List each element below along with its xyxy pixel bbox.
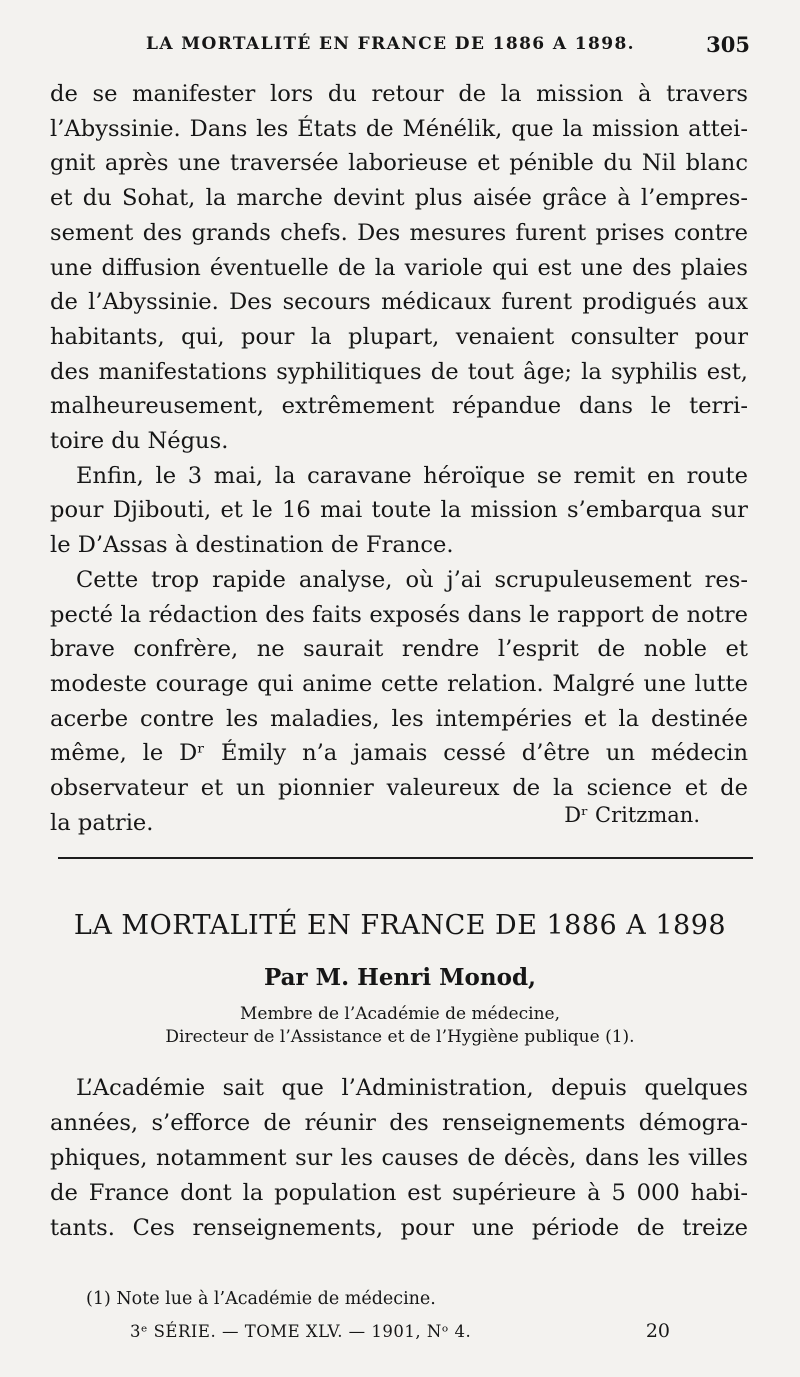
text-line: habitants, qui, pour la plupart, venaient consulter pour	[50, 323, 748, 350]
text-line: pour Djibouti, et le 16 mai toute la mission s’embarqua sur	[50, 497, 748, 524]
text-line: gnit après une traversée laborieuse et pénible du Nil blanc	[50, 150, 748, 177]
text-line: et du Sohat, la marche devint plus aisée grâce à l’empres-	[50, 185, 748, 212]
footnote: (1) Note lue à l’Académie de médecine.	[86, 1289, 436, 1309]
text-line: de se manifester lors du retour de la mission à travers	[50, 81, 748, 107]
page-number: 305	[706, 32, 750, 57]
text-line: une diffusion éventuelle de la variole qui est une des plaies	[50, 254, 748, 281]
text-line: brave confrère, ne saurait rendre l’esprit de noble et	[50, 636, 748, 663]
text-line: L’Académie sait que l’Administration, depuis quelques	[76, 1075, 748, 1101]
author-affiliation: Directeur de l’Assistance et de l’Hygiène publique (1).	[165, 1027, 635, 1047]
text-line: années, s’efforce de réunir des renseignements démogra-	[50, 1110, 748, 1136]
series-info: 3ᵉ SÉRIE. — TOME XLV. — 1901, Nᵒ 4.	[130, 1322, 472, 1341]
text-line: toire du Négus.	[50, 428, 229, 454]
text-line: de France dont la population est supérieure à 5 000 habi-	[50, 1180, 748, 1206]
author-signature: Dʳ Critzman.	[564, 803, 700, 827]
signature-mark: 20	[645, 1320, 670, 1342]
page-footer	[130, 1320, 670, 1346]
running-head-title: LA MORTALITÉ EN FRANCE DE 1886 A 1898.	[146, 34, 635, 54]
text-line: l’Abyssinie. Dans les États de Ménélik, que la mission attei-	[50, 115, 748, 142]
author-affiliation: Membre de l’Académie de médecine,	[240, 1004, 560, 1024]
text-line: phiques, notamment sur les causes de décès, dans les villes	[50, 1145, 748, 1171]
article-byline: Par M. Henri Monod,	[263, 964, 537, 991]
text-line: des manifestations syphilitiques de tout âge; la syphilis est,	[50, 358, 748, 385]
text-line: pecté la rédaction des faits exposés dans le rapport de notre	[50, 601, 748, 628]
article-title: LA MORTALITÉ EN FRANCE DE 1886 A 1898	[73, 910, 727, 941]
text-line: acerbe contre les maladies, les intempéries et la destinée	[50, 705, 748, 732]
text-line: Cette trop rapide analyse, où j’ai scrupuleusement res-	[76, 566, 748, 593]
text-line: Enfin, le 3 mai, la caravane héroïque se remit en route	[76, 462, 748, 489]
text-line: la patrie.	[50, 809, 154, 836]
running-head	[50, 32, 750, 62]
text-line: tants. Ces renseignements, pour une période de treize	[50, 1215, 748, 1241]
text-line: malheureusement, extrêmement répandue dans le terri-	[50, 393, 748, 420]
text-line: le D’Assas à destination de France.	[50, 532, 454, 559]
text-line: observateur et un pionnier valeureux de la science et de	[50, 775, 748, 801]
text-line: sement des grands chefs. Des mesures furent prises contre	[50, 219, 748, 246]
text-line: de l’Abyssinie. Des secours médicaux furent prodigués aux	[50, 289, 748, 316]
section-divider	[58, 857, 753, 859]
text-line: modeste courage qui anime cette relation. Malgré une lutte	[50, 670, 748, 697]
text-line: même, le Dʳ Émily n’a jamais cessé d’être un médecin	[50, 740, 748, 767]
